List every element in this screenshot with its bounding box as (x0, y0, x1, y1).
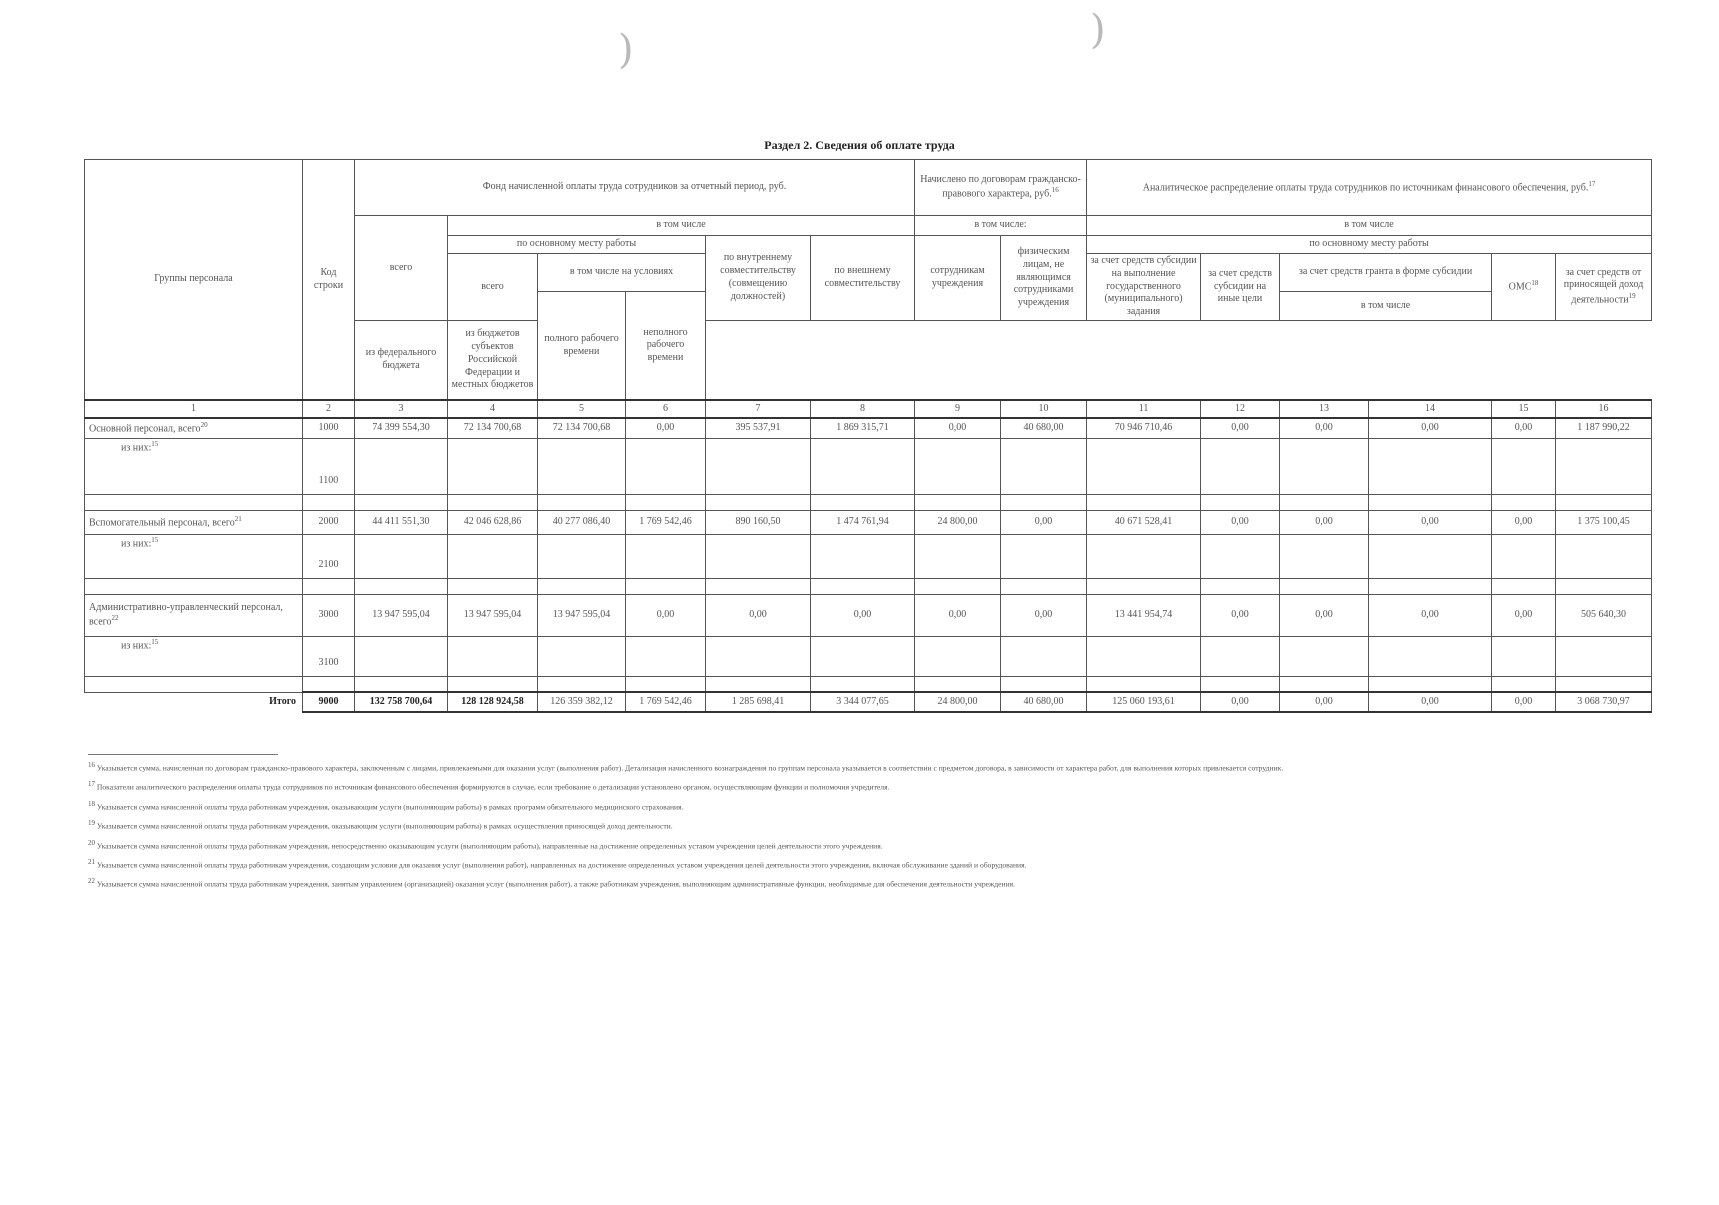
value-cell: 1 187 990,22 (1556, 418, 1652, 438)
header-grant-incl: в том числе (1280, 292, 1492, 321)
value-cell: 0,00 (1280, 510, 1369, 534)
value-cell: 72 134 700,68 (448, 418, 538, 438)
value-cell: 74 399 554,30 (355, 418, 448, 438)
header-external: по внешнему совместительству (811, 236, 915, 321)
salary-table (84, 159, 1652, 713)
value-cell: 0,00 (1201, 510, 1280, 534)
value-cell: 13 947 595,04 (538, 594, 626, 636)
value-cell: 0,00 (626, 418, 706, 438)
row-label-sub: из них:$^{15}$ (85, 438, 303, 494)
header-internal: по внутреннему совместительству (совмещению должностей) (706, 236, 811, 321)
scan-mark-right: ) (1090, 7, 1106, 53)
value-cell: 0,00 (1001, 510, 1087, 534)
footnote: $^{19}$ Указывается сумма начисленной оплаты труда работникам учреждения, оказывающим услуги (выполняющим работы) в рамках осуществления приносящей доход деятельности. (88, 819, 673, 831)
row-label-aux: Вспомогательный персонал, всего$^{21}$ (85, 510, 303, 534)
col-number: 11 (1087, 400, 1201, 418)
value-cell: 0,00 (1369, 594, 1492, 636)
value-cell: 0,00 (1369, 510, 1492, 534)
col-number: 1 (85, 400, 303, 418)
header-to-employees: сотрудникам учреждения (915, 236, 1001, 321)
value-cell: 40 680,00 (1001, 692, 1087, 712)
total-row (85, 692, 1652, 712)
col-number: 15 (1492, 400, 1556, 418)
row-code: 1000 (303, 418, 355, 438)
row-code: 2000 (303, 510, 355, 534)
header-fund: Фонд начисленной оплаты труда сотрудников за отчетный период, руб. (355, 160, 915, 216)
value-cell: 0,00 (915, 594, 1001, 636)
row-code: 3100 (303, 636, 355, 676)
row-code: 2100 (303, 534, 355, 578)
value-cell: 13 947 595,04 (355, 594, 448, 636)
value-cell: 128 128 924,58 (448, 692, 538, 712)
header-part-time: неполного рабочего времени (626, 292, 706, 401)
col-number: 9 (915, 400, 1001, 418)
col-number: 8 (811, 400, 915, 418)
col-number: 4 (448, 400, 538, 418)
header-federal: из федерального бюджета (355, 320, 448, 400)
header-subsidy-other: за счет средств субсидии на иные цели (1201, 254, 1280, 321)
value-cell: 395 537,91 (706, 418, 811, 438)
table-row (85, 636, 1652, 676)
row-code: 1100 (303, 438, 355, 494)
header-subsidy-task: за счет средств субсидии на выполнение государственного (муниципального) задания (1087, 254, 1201, 321)
value-cell: 0,00 (1201, 692, 1280, 712)
header-analytic: Аналитическое распределение оплаты труда сотрудников по источникам финансового обеспечения, руб.$^{17}$ (1087, 160, 1652, 216)
table-row (85, 510, 1652, 534)
value-cell: 44 411 551,30 (355, 510, 448, 534)
footnote: $^{20}$ Указывается сумма начисленной оплаты труда работникам учреждения, непосредственно оказывающим услуги (выполняющим работы), направленные на достижение определенных уставом учреждения целей деятельности этого учреждения. (88, 838, 883, 851)
header-regional: из бюджетов субъектов Российской Федерации и местных бюджетов (448, 320, 538, 400)
row-code: 9000 (303, 692, 355, 712)
header-to-persons: физическим лицам, не являющимся сотрудниками учреждения (1001, 236, 1087, 321)
value-cell: 0,00 (1492, 418, 1556, 438)
value-cell: 505 640,30 (1556, 594, 1652, 636)
value-cell: 0,00 (1001, 594, 1087, 636)
value-cell: 0,00 (1492, 594, 1556, 636)
col-number: 6 (626, 400, 706, 418)
header-civil-incl: в том числе: (915, 216, 1087, 236)
value-cell: 70 946 710,46 (1087, 418, 1201, 438)
value-cell: 1 769 542,46 (626, 510, 706, 534)
header-fund-incl: в том числе (448, 216, 915, 236)
value-cell: 0,00 (1280, 418, 1369, 438)
header-oms: ОМС$^{18}$ (1492, 254, 1556, 321)
footnote: $^{16}$ Указывается сумма, начисленная по договорам гражданско-правового характера, заключенным с лицами, привлекаемыми для оказания услуг (выполнения работ). Детализация начисленного вознаграждения по группам персонала указывается в соответствии с предметом договора, в зависимости от характера работ, для выполнения которых привлекается сотрудник. (88, 761, 1284, 773)
header-civil: Начислено по договорам гражданско-правового характера, руб.$^{16}$ (915, 160, 1087, 216)
row-code: 3000 (303, 594, 355, 636)
table-row (85, 578, 1652, 594)
col-number: 13 (1280, 400, 1369, 418)
value-cell: 40 671 528,41 (1087, 510, 1201, 534)
value-cell: 72 134 700,68 (538, 418, 626, 438)
table-row (85, 418, 1652, 438)
header-fund-total: всего (355, 216, 448, 321)
value-cell: 1 375 100,45 (1556, 510, 1652, 534)
col-number: 10 (1001, 400, 1087, 418)
footnote-rule (88, 754, 278, 755)
header-fund-main-place: по основному месту работы (448, 236, 706, 254)
footnote: $^{18}$ Указывается сумма начисленной оплаты труда работникам учреждения, оказывающим услуги (выполняющим работы) в рамках программ обязательного медицинского страхования. (88, 799, 684, 812)
table-row (85, 594, 1652, 636)
row-label-sub: из них:$^{15}$ (85, 534, 303, 578)
footnote: $^{22}$ Указывается сумма начисленной оплаты труда работникам учреждения, занятым управлением (организацией) оказания услуг (выполнения работ), а также работникам учреждения, выполняющим административные функции, необходимые для обеспечения деятельности учреждения. (88, 877, 1016, 889)
col-number: 5 (538, 400, 626, 418)
total-label: Итого (85, 692, 303, 712)
table-row (85, 438, 1652, 494)
value-cell: 0,00 (1492, 692, 1556, 712)
row-label-sub: из них:$^{15}$ (85, 636, 303, 676)
value-cell: 1 769 542,46 (626, 692, 706, 712)
row-label-admin: Административно-управленческий персонал, всего$^{22}$ (85, 594, 303, 636)
header-analytic-main-place: по основному месту работы (1087, 236, 1652, 254)
value-cell: 0,00 (1280, 594, 1369, 636)
col-number: 3 (355, 400, 448, 418)
footnote: $^{21}$ Указывается сумма начисленной оплаты труда работникам учреждения, создающим условия для оказания услуг (выполнения работ), направленных на достижение определенных уставом учреждения целей деятельности этого учреждения, включая обслуживание зданий и оборудования. (88, 857, 1027, 870)
value-cell: 0,00 (706, 594, 811, 636)
value-cell: 890 160,50 (706, 510, 811, 534)
value-cell: 132 758 700,64 (355, 692, 448, 712)
header-grant: за счет средств гранта в форме субсидии (1280, 254, 1492, 292)
value-cell: 40 680,00 (1001, 418, 1087, 438)
value-cell: 3 068 730,97 (1556, 692, 1652, 712)
value-cell: 0,00 (1280, 692, 1369, 712)
header-groups: Группы персонала (85, 160, 303, 401)
value-cell: 24 800,00 (915, 510, 1001, 534)
col-number: 12 (1201, 400, 1280, 418)
table-row (85, 494, 1652, 510)
header-main-total: всего (448, 254, 538, 321)
header-code: Код строки (303, 160, 355, 401)
value-cell: 0,00 (1201, 418, 1280, 438)
col-number: 7 (706, 400, 811, 418)
column-numbers-row (85, 400, 1652, 418)
footnotes (88, 754, 1628, 897)
table-row (85, 534, 1652, 578)
value-cell: 126 359 382,12 (538, 692, 626, 712)
value-cell: 0,00 (1492, 510, 1556, 534)
header-income: за счет средств от приносящей доход деятельности$^{19}$ (1556, 254, 1652, 321)
value-cell: 0,00 (915, 418, 1001, 438)
value-cell: 40 277 086,40 (538, 510, 626, 534)
value-cell: 0,00 (626, 594, 706, 636)
value-cell: 125 060 193,61 (1087, 692, 1201, 712)
value-cell: 13 947 595,04 (448, 594, 538, 636)
value-cell: 1 285 698,41 (706, 692, 811, 712)
value-cell: 3 344 077,65 (811, 692, 915, 712)
value-cell: 0,00 (811, 594, 915, 636)
header-full-time: полного рабочего времени (538, 292, 626, 401)
value-cell: 1 474 761,94 (811, 510, 915, 534)
value-cell: 24 800,00 (915, 692, 1001, 712)
section-title: Раздел 2. Сведения об оплате труда (764, 138, 955, 152)
footnote: $^{17}$ Показатели аналитического распределения оплаты труда сотрудников по источникам финансового обеспечения формируются в случае, если требование о детализации установлено органом, осуществляющим функции и полномочия учредителя. (88, 780, 890, 792)
value-cell: 42 046 628,86 (448, 510, 538, 534)
header-analytic-incl: в том числе (1087, 216, 1652, 236)
col-number: 14 (1369, 400, 1492, 418)
value-cell: 0,00 (1369, 418, 1492, 438)
value-cell: 13 441 954,74 (1087, 594, 1201, 636)
col-number: 2 (303, 400, 355, 418)
value-cell: 1 869 315,71 (811, 418, 915, 438)
table-row (85, 676, 1652, 692)
row-label-main: Основной персонал, всего$^{20}$ (85, 418, 303, 438)
scan-mark-left: ) (618, 27, 634, 73)
value-cell: 0,00 (1369, 692, 1492, 712)
col-number: 16 (1556, 400, 1652, 418)
header-incl-cond: в том числе на условиях (538, 254, 706, 292)
value-cell: 0,00 (1201, 594, 1280, 636)
